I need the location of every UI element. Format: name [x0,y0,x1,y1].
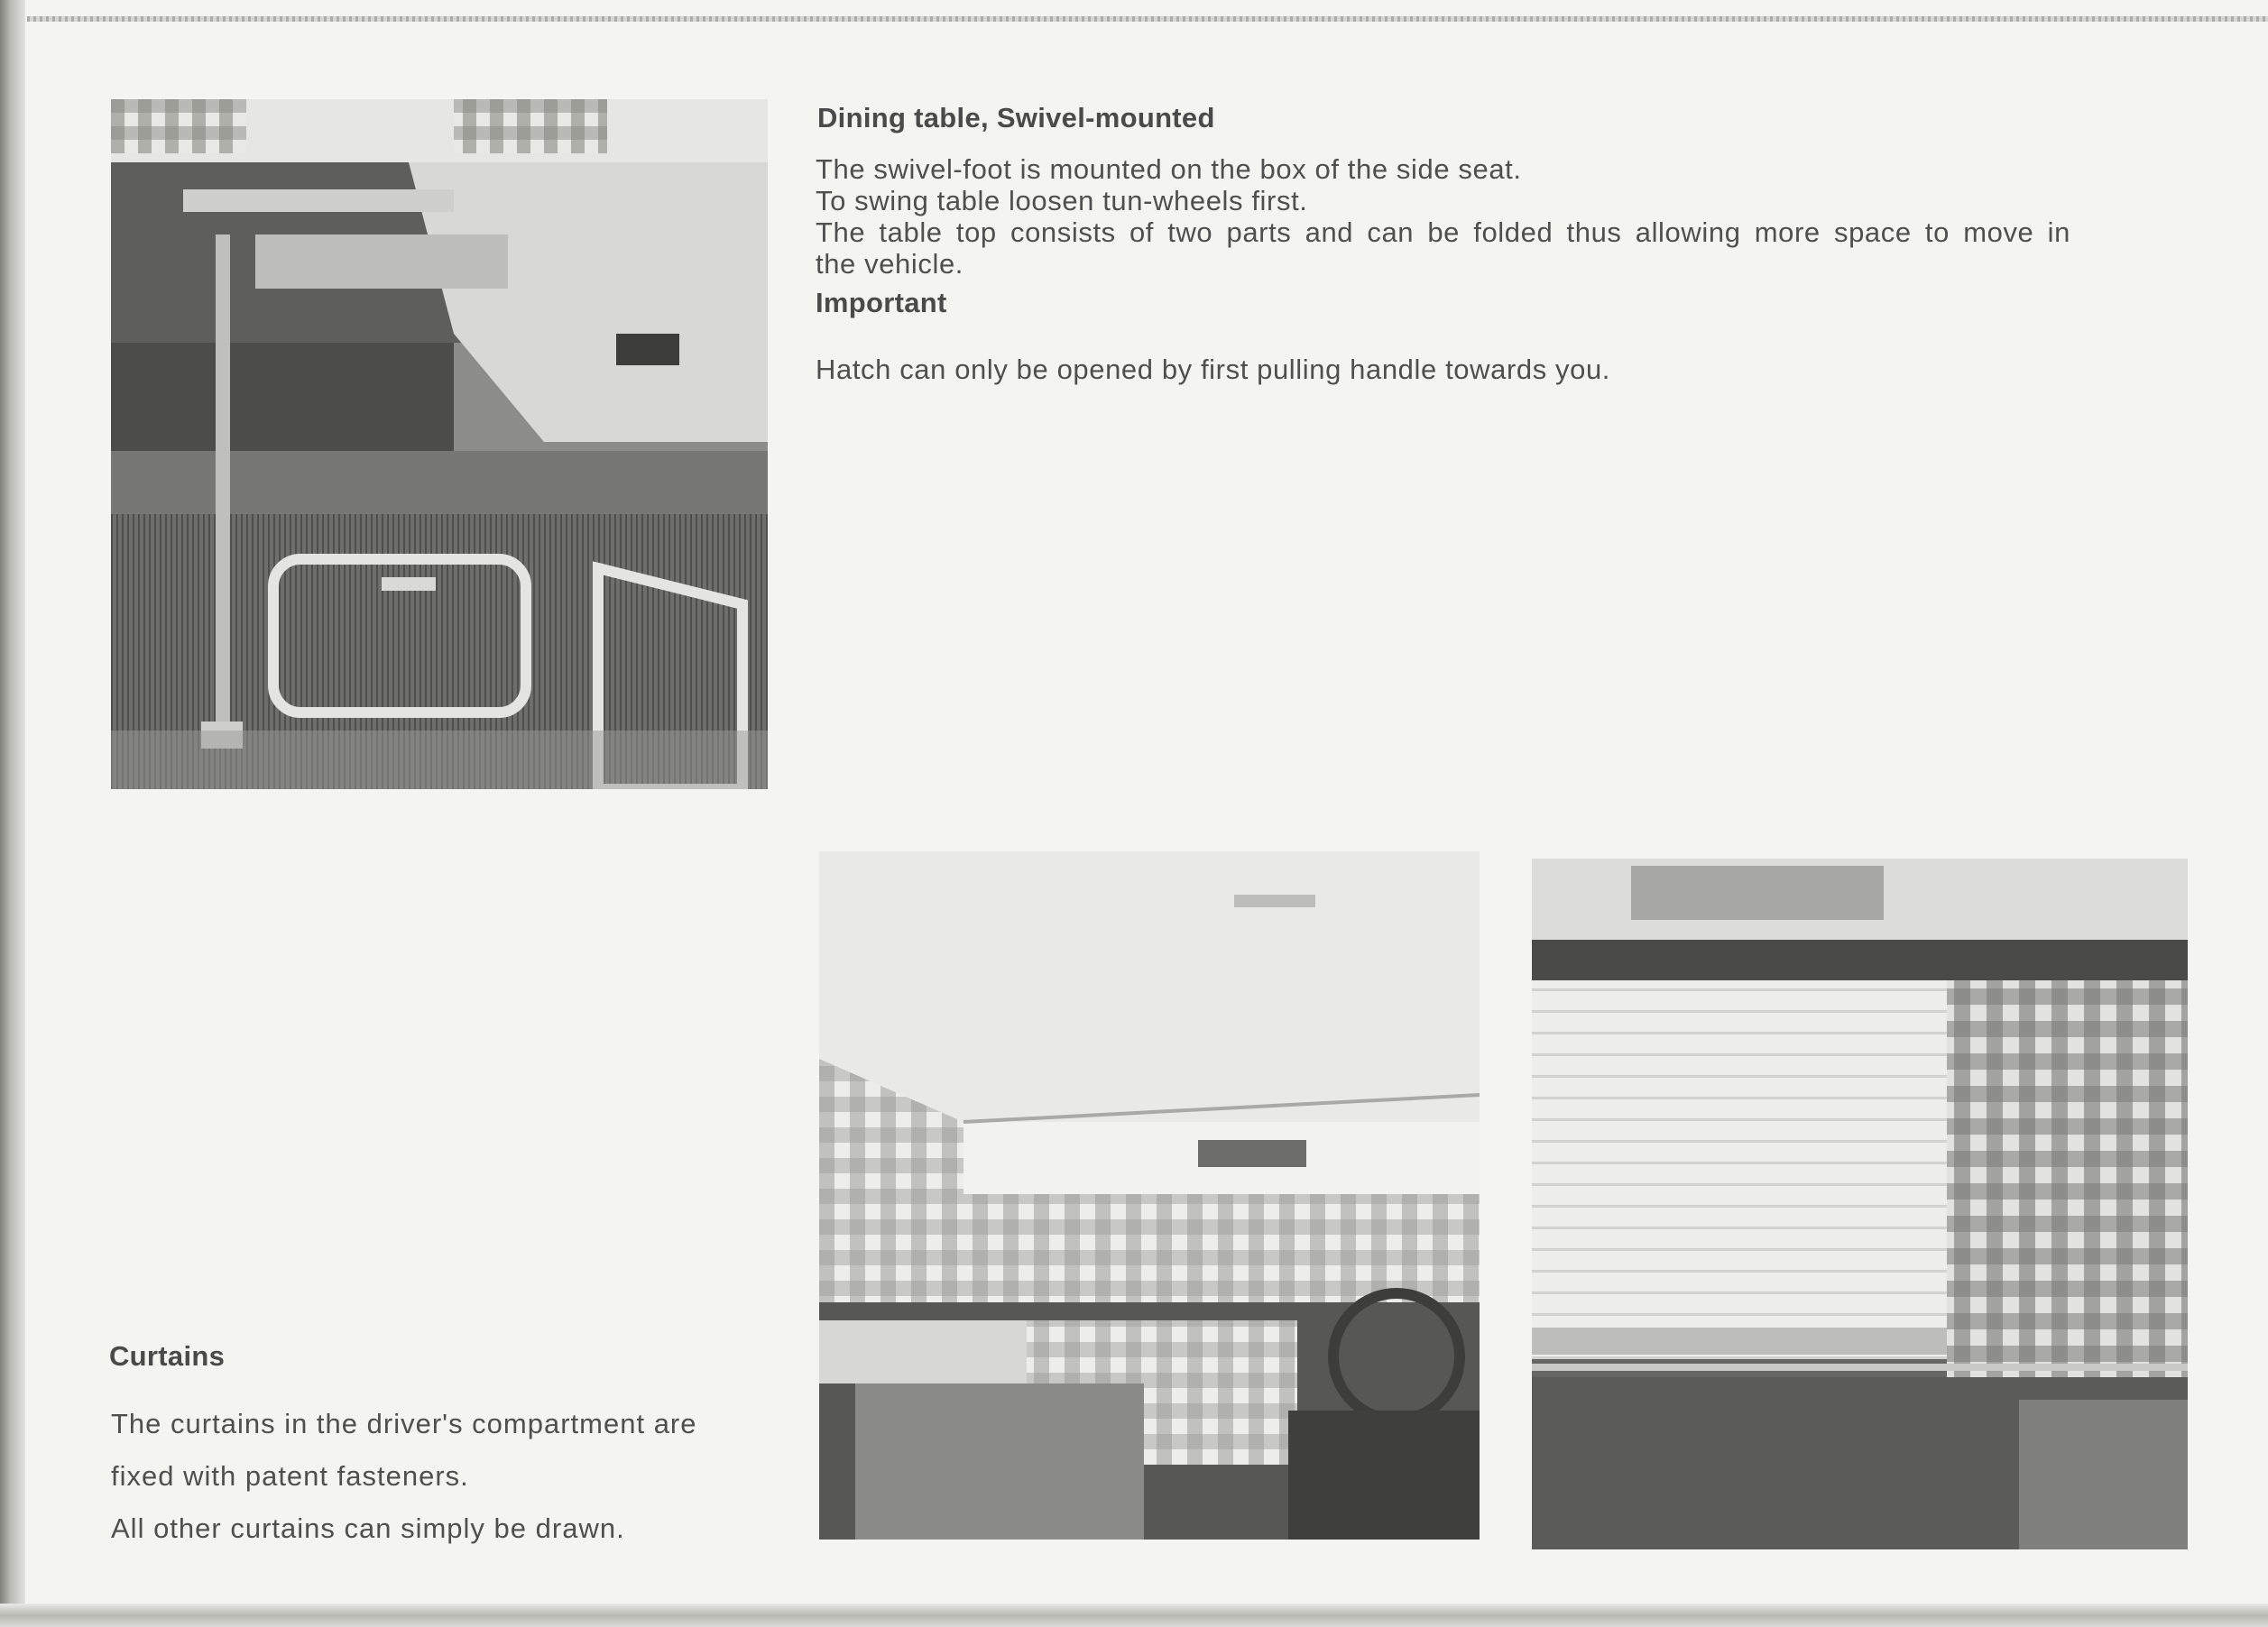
dining-table-photo [111,99,768,789]
dining-table-description [816,153,2169,280]
hatch-note: Hatch can only be opened by first pulling handle towards you. [816,354,1611,385]
dining-line-2: To swing table loosen tun-wheels first. [816,185,1308,216]
page-edge-bottom [0,1604,2268,1627]
driver-compartment-curtains-photo [819,851,1480,1540]
dining-line-3: The table top consists of two parts and can be folded thus allowing more space to move in [816,216,2070,248]
page-edge-left [0,0,25,1627]
page-edge-top [27,16,2268,22]
dining-table-heading: Dining table, Swivel-mounted [817,102,1215,133]
curtains-line-1: The curtains in the driver's compartment are [111,1408,697,1439]
curtains-description [111,1398,797,1555]
curtains-line-2: fixed with patent fasteners. [111,1460,469,1492]
curtains-line-3: All other curtains can simply be drawn. [111,1512,625,1544]
important-heading: Important [816,287,947,318]
curtains-heading: Curtains [109,1340,226,1372]
side-window-curtain-photo [1532,859,2188,1549]
dining-line-4: the vehicle. [816,248,964,280]
dining-line-1: The swivel-foot is mounted on the box of the side seat. [816,153,1522,185]
